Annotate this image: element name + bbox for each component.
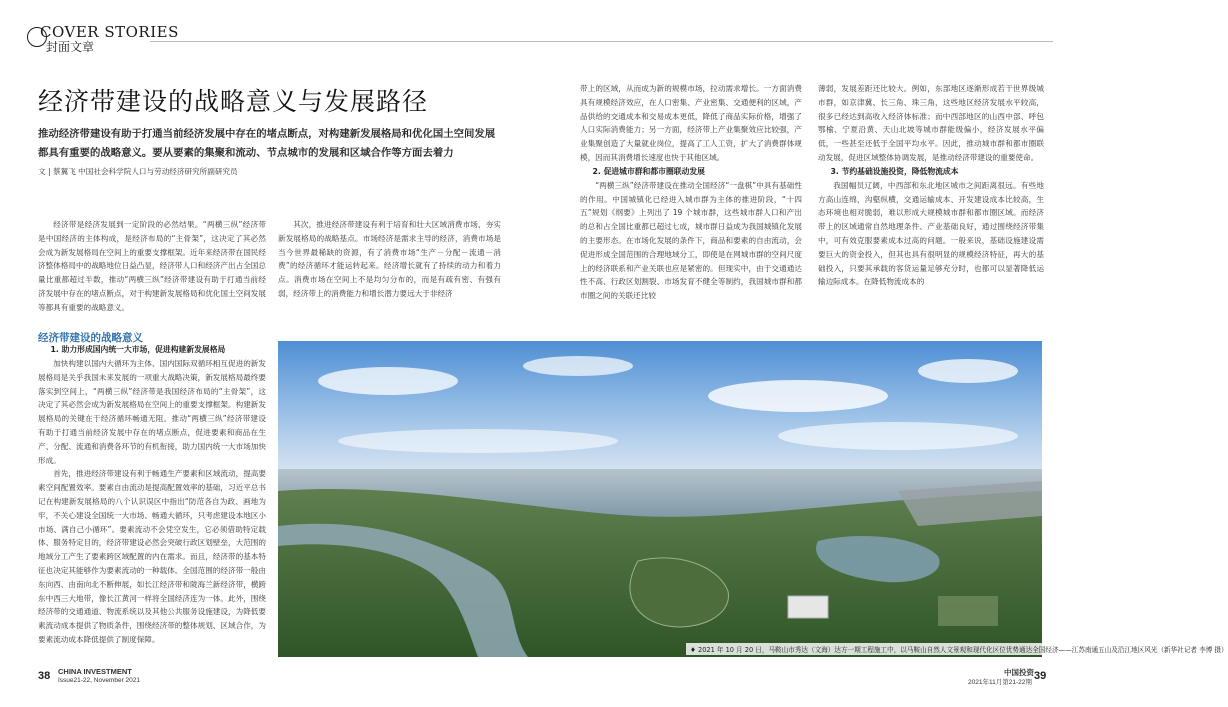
body-column-1 <box>38 343 266 655</box>
byline: 文 | 蔡翼飞 中国社会科学院人口与劳动经济研究所副研究员 <box>38 167 238 176</box>
paragraph: 带上的区域，从而成为新的规模市场，拉动需求增长。一方面消费具有规模经济效应，在人口密集、产业密集、交通便利的区域，产品供给的交通成本和交易成本更低，降低了商品实际价格，增强了人口实际消费能力；另一方面，经济带上产业集聚效应比较强，产业集聚创造了大量就业岗位，提高了工人工资，扩大了消费群体规模，因而其消费增长速度也快于其他区域。 <box>580 84 802 162</box>
subheading: 1. 助力形成国内统一大市场，促进构建新发展格局 <box>50 345 226 354</box>
section-label-en: COVER STORIES <box>40 23 179 41</box>
intro-column-2 <box>278 218 501 318</box>
subtitle-line: 都具有重要的战略意义。要从要素的集聚和流动、节点城市的发展和区域合作等方面去着力 <box>38 147 454 159</box>
paragraph: 我国幅员辽阔，中西部和东北地区城市之间距离很远。有些地方高山连绵，沟壑纵横，交通运输成本、开发建设成本比较高，生态环境也相对脆弱，难以形成大规模城市群和都市圈区域。而经济带上的区域通常自然地理条件、产业基础良好，通过围绕经济带集中，可有效克服要素成本过高的问题。一般来说，基础设施建设需要巨大的资金投入，但其也具有很明显的规模经济特征，再大的基础投入，只要其承载的客货运量足够充分时，也都可以显著降低运输边际成本。在降低物流成本的 <box>818 180 1044 287</box>
subheading: 2. 促进城市群和都市圈联动发展 <box>592 166 705 176</box>
body-column-3 <box>580 82 802 308</box>
paragraph: 薄弱，发展差距还比较大。例如，东部地区逐渐形成若干世界级城市群，如京津冀、长三角、珠三角，这些地区经济发展水平较高，很多已经达到高收入经济体标准；而中西部地区的山西中部、呼包鄂榆、宁夏沿黄、天山北坡等城市群能级偏小，经济发展水平偏低，一些甚至还低于全国平均水平。因此，推动城市群和都市圈联动发展，促进区域整体协调发展，是推动经济带建设的重要使命。 <box>818 84 1044 162</box>
magazine-name-cn: 中国投资 <box>1004 668 1034 677</box>
paragraph: 其次，推进经济带建设有利于培育和壮大区域消费市场，夯实新发展格局的战略基点。市场经济是需求主导的经济，消费市场是当今世界最稀缺的资源，有了消费市场“生产－分配－流通－消费”的经济循环才能运转起来。经济增长就有了持续的动力和着力点。消费市场在空间上不是均匀分布的，而是有疏有密、有强有弱，经济带上的消费能力和增长潜力要远大于非经济 <box>278 220 501 298</box>
page-number-left: 38 <box>38 670 51 682</box>
magazine-name-en: CHINA INVESTMENT <box>58 667 132 676</box>
section-label-cn: 封面文章 <box>46 40 95 54</box>
aerial-landscape-image <box>278 341 1042 657</box>
subheading: 3. 节约基础设施投资，降低物流成本 <box>830 166 959 176</box>
article-title: 经济带建设的战略意义与发展路径 <box>38 87 429 116</box>
body-column-4 <box>818 82 1044 308</box>
header-rule <box>150 41 1053 42</box>
paragraph: 加快构建以国内大循环为主体、国内国际双循环相互促进的新发展格局是关乎我国未来发展的一项重大战略决策，新发展格局最终要落实到空间上，“两横三纵”经济带是我国经济布局的“主骨架”，这决定了其必然会成为新发展格局在空间上的重要支撑框架。构建新发展格局的关键在于经济循环畅通无阻。推动“两横三纵”经济带建设有助于打通当前经济发展中存在的堵点断点，促进要素和商品在生产、分配、流通和消费各环节的有机衔接，助力国内统一大市场加快形成。 <box>38 359 266 465</box>
subtitle-line: 推动经济带建设有助于打通当前经济发展中存在的堵点断点，对构建新发展格局和优化国土空间发展 <box>38 128 496 140</box>
intro-column-1 <box>38 218 266 318</box>
paragraph: 经济带是经济发展到一定阶段的必然结果。“两横三纵”经济带是中国经济的主体构成，是经济布局的“主骨架”，这决定了其必然会成为新发展格局在空间上的重要支撑框架。近年来经济带在国民经济整体格局中的战略地位日益凸显，经济带人口和经济产出占全国总量比重都超过半数，推动“两横三纵”经济带建设有助于打通当前经济发展中存在的堵点断点，对于构建新发展格局和优化国土空间发展等都具有重要的战略意义。 <box>38 220 266 312</box>
page-number-right: 39 <box>1034 670 1047 682</box>
issue-cn: 2021年11月第21-22期 <box>968 679 1032 686</box>
section-heading: 经济带建设的战略意义 <box>38 332 143 344</box>
aerial-photo <box>278 341 1228 657</box>
photo-caption: ♦ 2021 年 10 月 20 日，马鞍山市秀达（文海）达方一期工程施工中，以马鞍山自然人文景观和现代化区位优势通达全国经济——江苏南通五山及沿江地区风光（新华社记者 李博 摄） <box>686 643 1046 655</box>
article-subtitle <box>38 125 558 163</box>
paragraph: “两横三纵”经济带建设在推动全国经济“一盘棋”中具有基础性的作用。中国城镇化已经进入城市群为主体的推进阶段，“十四五”规划《纲要》上列出了 19 个城市群，这些城市群人口和产出的总和占全国比重都已超过七成，城市群日益成为我国城镇化发展的主要形态。在市场化发展的条件下，商品和要素的自由流动，会促进形成全国范围的合理地域分工，即使是在网城市群的空间尺度上的经济联系和产业关联也应是紧密的。但现实中，由于交通通达性不高、行政区划割裂、市场发育不健全等制约，我国城市群和都市圈之间的关联还比较 <box>580 180 802 301</box>
paragraph: 首先，推进经济带建设有利于畅通生产要素和区域流动，提高要素空间配置效率。要素自由流动是提高配置效率的基础，习近平总书记在构建新发展格局的八个认识误区中指出“防范各自为政、画地为牢，不关心建设全国统一大市场、畅通大循环，只考虑建设本地区小市场、满自己小循环”。要素流动不会凭空发生，它必须借助特定载体、服务特定目的，经济带建设必然会突破行政区划壁垒，大范围的地域分工产生了要素跨区域配置的内在需求。而且，经济带的基本特征也决定其能够作为要素流动的一种载体。全国范围的经济带一般由东向西、由南向北不断伸展，如长江经济带和陇海兰新经济带，横跨东中西三大地带，像长江黄河一样将全国经济连为一体。此外，围绕经济带的交通通道、物流系统以及其他公共服务设施建设，为降低要素流动成本提供了物质条件，围绕经济带的整体规划、区域合作，为要素流动成本降低提供了制度保障。 <box>38 469 266 644</box>
issue-en: Issue21-22, November 2021 <box>58 677 141 684</box>
